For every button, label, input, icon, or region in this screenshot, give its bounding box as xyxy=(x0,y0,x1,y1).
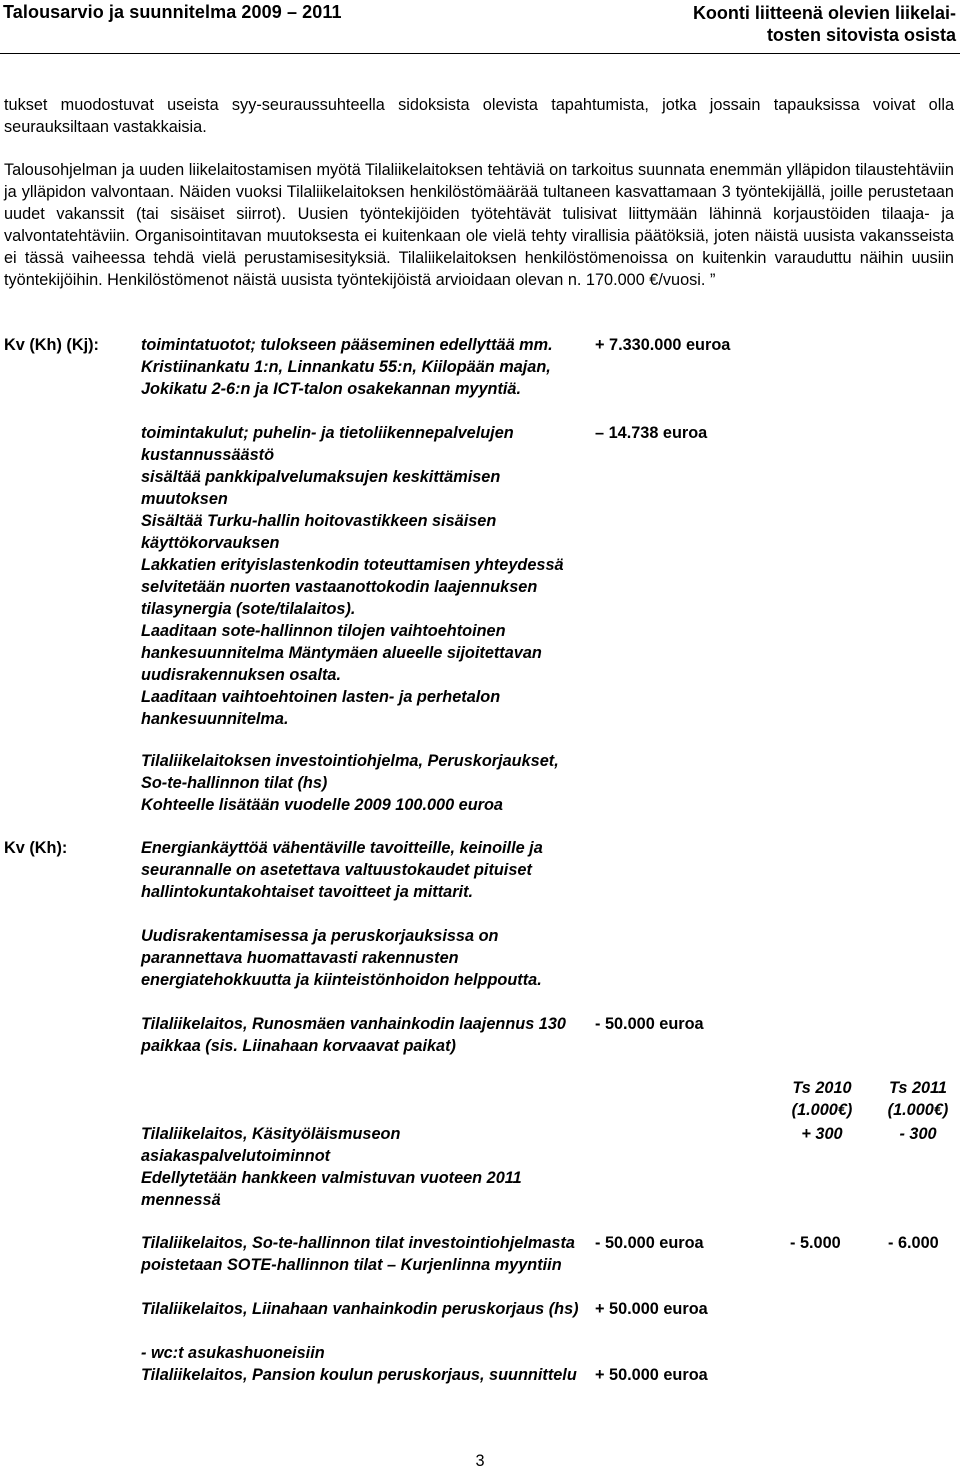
cost-description: toimintakulut; puhelin- ja tietoliikennepalvelujen kustannussäästö xyxy=(141,424,514,464)
page-number: 3 xyxy=(475,1452,485,1470)
sote-tilat-description: Tilaliikelaitos, So-te-hallinnon tilat investointiohjelmasta poistetaan SOTE-hallinnon tilat – Kurjenlinna myyntiin xyxy=(141,1234,575,1274)
ts2010-label: Ts 2010 xyxy=(792,1079,852,1097)
paragraph-continuation: tukset muodostuvat useista syy-seuraussuhteella sidoksista olevista tapahtumista, jotka jossain tapauksissa voivat olla seurauksiltaan vastakkaisia. xyxy=(4,96,954,136)
sote-tilat-ts2011: - 6.000 xyxy=(888,1234,939,1252)
document-title: Talousarvio ja suunnitelma 2009 – 2011 xyxy=(3,2,342,22)
energy-goals: Energiankäyttöä vähentäville tavoitteille, keinoille ja seurannalle on asetettava valtuustokaudet pituiset hallintokuntakohtaiset tavoitteet ja mittarit. xyxy=(141,839,543,901)
label-kv-kh-kj: Kv (Kh) (Kj): xyxy=(4,336,99,354)
ts2011-label: Ts 2011 xyxy=(889,1079,947,1097)
note-turku-halli: Sisältää Turku-hallin hoitovastikkeen sisäisen käyttökorvauksen xyxy=(141,512,497,552)
cost-amount: – 14.738 euroa xyxy=(595,424,708,442)
liinahaka-description: Tilaliikelaitos, Liinahaan vanhainkodin peruskorjaus (hs) xyxy=(141,1300,579,1318)
pansio-description: Tilaliikelaitos, Pansion koulun peruskorjaus, suunnittelu xyxy=(141,1366,577,1384)
note-lakkatie: Lakkatien erityislastenkodin toteuttamisen yhteydessä selvitetään nuorten vastaanottokodin laajennuksen tilasynergia (sote/tilalaitos). xyxy=(141,556,564,618)
liinahaka-note: - wc:t asukashuoneisiin xyxy=(141,1344,325,1362)
sote-tilat-amount: - 50.000 euroa xyxy=(595,1234,704,1252)
investment-addition: Kohteelle lisätään vuodelle 2009 100.000 euroa xyxy=(141,796,503,814)
paragraph-talousohjelma: Talousohjelman ja uuden liikelaitostamisen myötä Tilaliikelaitoksen tehtäviä on tarkoitus suunnata enemmän ylläpidon tilaustehtäviin ja ylläpidon valvontaan. Näiden vuoksi Tilaliikelaitoksen henkilöstömäärää tultaneen kasvattamaan 3 työntekijällä, joille perustetaan uudet vakanssit (tai sisäiset siirrot). Uusien työntekijöiden työtehtävät tulisivat liittymään lähinnä korjaustöiden tilaaja- ja valvontatehtäviin. Organisointitavan muutoksesta ei kuitenkaan ole vielä tehty virallisia päätöksiä, joten näistä uusista vakansseista ei tässä vaiheessa tehdä vielä perustamisesityksiä. Tilaliikelaitoksen henkilöstömenoissa on kuitenkin varauduttu näihin uusiin työntekijöihin. Henkilöstömenot näistä uusista työntekijöistä arvioidaan olevan n. 170.000 €/vuosi. ” xyxy=(4,161,954,289)
section-title xyxy=(656,2,956,46)
kasityolaismuseo-ts2010: + 300 xyxy=(801,1125,843,1143)
note-pankkipalvelu: sisältää pankkipalvelumaksujen keskittämisen muutoksen xyxy=(141,468,501,508)
income-description: toimintatuotot; tulokseen pääseminen edellyttää mm. Kristiinankatu 1:n, Linnankatu 55:n, Kiilopään majan, Jokikatu 2-6:n ja ICT-talon osakekannan myyntiä. xyxy=(141,336,553,398)
section-title-line1: Koonti liitteenä olevien liikelai- xyxy=(692,3,956,23)
label-kv-kh: Kv (Kh): xyxy=(4,839,68,857)
header-divider xyxy=(0,53,960,54)
investment-program: Tilaliikelaitoksen investointiohjelma, Peruskorjaukset, So-te-hallinnon tilat (hs) xyxy=(141,752,559,792)
ts2010-unit: (1.000€) xyxy=(791,1101,853,1119)
kasityolaismuseo-ts2011: - 300 xyxy=(899,1125,937,1143)
income-amount: + 7.330.000 euroa xyxy=(595,336,731,354)
liinahaka-amount: + 50.000 euroa xyxy=(595,1300,708,1318)
ts2010-column-header xyxy=(782,1077,862,1121)
kasityolaismuseo-description: Tilaliikelaitos, Käsityöläismuseon asiakaspalvelutoiminnot xyxy=(141,1125,401,1165)
sote-tilat-ts2010: - 5.000 xyxy=(790,1234,841,1252)
ts2011-column-header xyxy=(878,1077,958,1121)
page-header xyxy=(0,0,960,53)
energy-efficiency: Uudisrakentamisessa ja peruskorjauksissa on parannettava huomattavasti rakennusten energiatehokkuutta ja kiinteistönhoidon helppoutta. xyxy=(141,927,542,989)
runosmaki-description: Tilaliikelaitos, Runosmäen vanhainkodin laajennus 130 paikkaa (sis. Liinahaan korvaavat paikat) xyxy=(141,1015,566,1055)
section-title-line2: tosten sitovista osista xyxy=(766,25,956,45)
kasityolaismuseo-note: Edellytetään hankkeen valmistuvan vuoteen 2011 mennessä xyxy=(141,1169,522,1209)
note-lasten-perhetalo: Laaditaan vaihtoehtoinen lasten- ja perhetalon hankesuunnitelma. xyxy=(141,688,501,728)
ts2011-unit: (1.000€) xyxy=(887,1101,949,1119)
pansio-amount: + 50.000 euroa xyxy=(595,1366,708,1384)
runosmaki-amount: - 50.000 euroa xyxy=(595,1015,704,1033)
note-sote-hallinto: Laaditaan sote-hallinnon tilojen vaihtoehtoinen hankesuunnitelma Mäntymäen alueelle sijoitettavan uudisrakennuksen osalta. xyxy=(141,622,542,684)
